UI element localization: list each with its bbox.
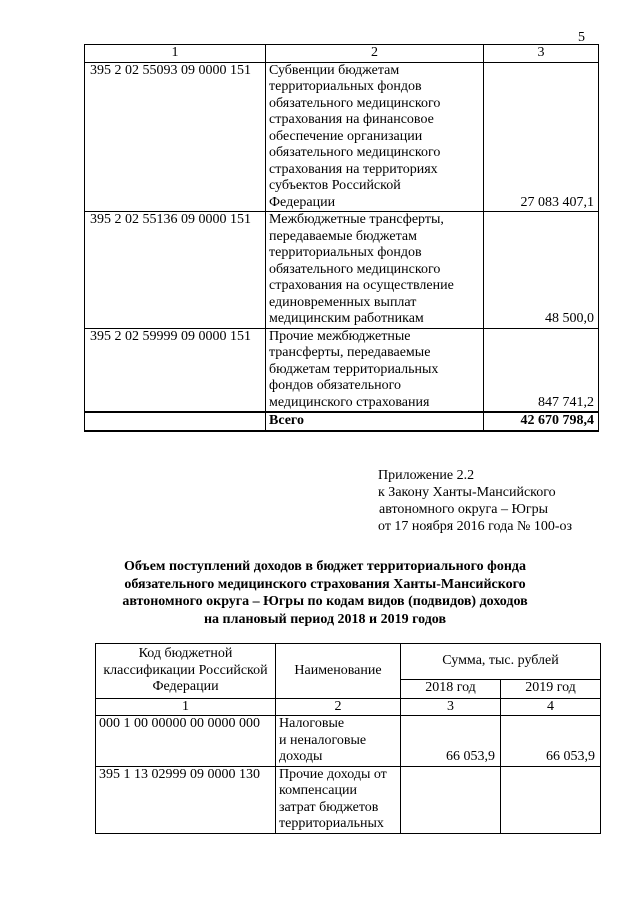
column-number: 1: [96, 698, 276, 716]
empty-cell: [85, 412, 266, 431]
header-line: Код бюджетной: [138, 646, 233, 661]
name-line: фондов обязательного: [269, 378, 401, 393]
column-number: 1: [85, 45, 266, 63]
name-line: обеспечение организации: [269, 128, 423, 144]
amount: 48 500,0: [484, 212, 599, 329]
item-name: [266, 62, 484, 212]
title-line: обязательного медицинского страхования Ханты-Мансийского: [124, 576, 526, 592]
name-line: Прочие межбюджетные: [269, 328, 411, 344]
name-line: компенсации: [279, 783, 357, 798]
name-line: доходы: [279, 749, 323, 764]
name-line: Федерации: [269, 194, 336, 210]
name-line: Прочие доходы от: [279, 766, 387, 782]
table-header-row: [85, 45, 599, 63]
appendix-line: от 17 ноября 2016 года № 100-оз: [378, 519, 573, 534]
title-line: Объем поступлений доходов в бюджет территориального фонда: [123, 559, 526, 574]
name-line: территориальных фондов: [269, 245, 422, 260]
table-row: [96, 716, 601, 767]
table-row: [85, 212, 599, 329]
item-name: [266, 328, 484, 412]
name-line: Межбюджетные трансферты,: [269, 212, 444, 227]
table-row: [85, 328, 599, 412]
name-line: и неналоговые: [279, 732, 367, 748]
title-line: автономного округа – Югры по кодам видов (подвидов) доходов: [122, 594, 528, 609]
amount-2018: [401, 766, 501, 833]
table-header-row: [96, 644, 601, 680]
header-name: Наименование: [276, 644, 401, 699]
name-line: медицинским работникам: [269, 311, 424, 326]
table-row: [85, 62, 599, 212]
total-row: [85, 412, 599, 431]
column-number: 2: [276, 698, 401, 716]
budget-code: 000 1 00 00000 00 0000 000: [96, 716, 276, 767]
appendix-header: [378, 467, 572, 535]
header-year-2018: 2018 год: [401, 679, 501, 698]
name-line: передаваемые бюджетам: [269, 228, 417, 244]
column-number: 4: [501, 698, 601, 716]
document-title: [90, 558, 560, 628]
name-line: обязательного медицинского: [269, 95, 441, 111]
name-line: затрат бюджетов: [279, 799, 379, 815]
column-number: 3: [484, 45, 599, 63]
column-number-row: [96, 698, 601, 716]
name-line: страхования на территориях: [269, 161, 438, 177]
item-name: [266, 212, 484, 329]
item-name: [276, 766, 401, 833]
name-line: территориальных фондов: [269, 79, 422, 94]
name-line: субъектов Российской: [269, 178, 401, 193]
appendix-line: Приложение 2.2: [378, 468, 475, 483]
header-line: классификации Российской: [103, 662, 268, 678]
page-number: 5: [578, 30, 585, 45]
total-amount: 42 670 798,4: [484, 412, 599, 431]
column-number: 3: [401, 698, 501, 716]
appendix-line: к Закону Ханты-Мансийского: [378, 485, 556, 500]
header-line: Федерации: [152, 679, 219, 694]
name-line: обязательного медицинского: [269, 261, 441, 277]
header-year-2019: 2019 год: [501, 679, 601, 698]
appendix-line: автономного округа – Югры: [379, 502, 548, 517]
budget-code: 395 2 02 55093 09 0000 151: [85, 62, 266, 212]
name-line: бюджетам территориальных: [269, 361, 439, 377]
name-line: обязательного медицинского: [269, 145, 441, 160]
amount-2019: [501, 766, 601, 833]
name-line: Субвенции бюджетам: [269, 62, 400, 78]
item-name: [276, 716, 401, 767]
table-row: [96, 766, 601, 833]
budget-code: 395 1 13 02999 09 0000 130: [96, 766, 276, 833]
revenue-table-continued: [84, 44, 599, 432]
amount-2018: 66 053,9: [401, 716, 501, 767]
amount-2019: 66 053,9: [501, 716, 601, 767]
total-label: Всего: [266, 412, 484, 431]
title-line: на плановый период 2018 и 2019 годов: [203, 611, 447, 627]
header-sum: Сумма, тыс. рублей: [401, 644, 601, 680]
name-line: страхования на финансовое: [269, 112, 434, 127]
header-code: [96, 644, 276, 699]
revenue-table-2018-2019: [95, 643, 601, 834]
name-line: Налоговые: [279, 716, 345, 731]
name-line: медицинского страхования: [269, 394, 430, 410]
budget-code: 395 2 02 59999 09 0000 151: [85, 328, 266, 412]
amount: 27 083 407,1: [484, 62, 599, 212]
column-number: 2: [266, 45, 484, 63]
amount: 847 741,2: [484, 328, 599, 412]
budget-code: 395 2 02 55136 09 0000 151: [85, 212, 266, 329]
name-line: территориальных: [279, 816, 384, 831]
name-line: трансферты, передаваемые: [269, 345, 431, 360]
name-line: единовременных выплат: [269, 294, 417, 310]
name-line: страхования на осуществление: [269, 278, 454, 293]
